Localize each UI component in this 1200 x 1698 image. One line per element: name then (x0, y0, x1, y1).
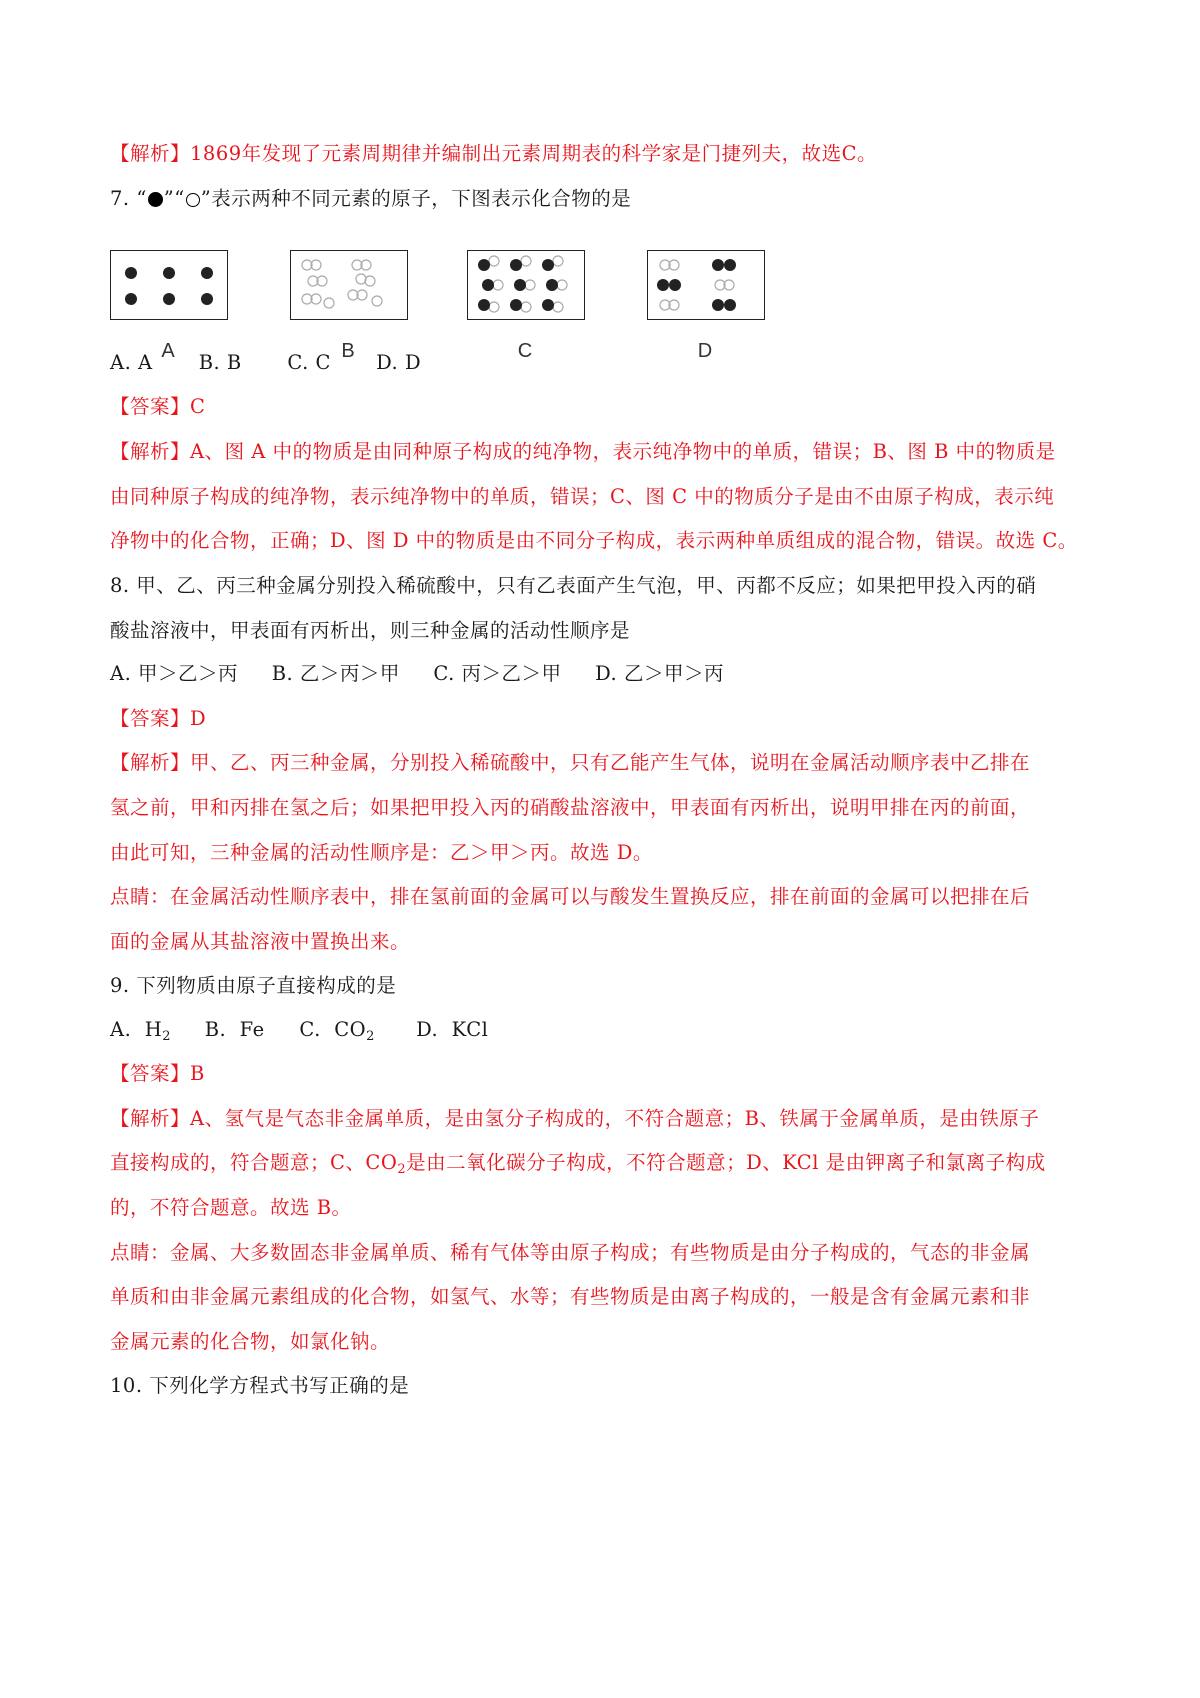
q9-tip-line-1: 点睛：金属、大多数固态非金属单质、稀有气体等由原子构成；有些物质是由分子构成的，气态的非金属 (110, 1241, 1031, 1264)
q9-tip-line-3: 金属元素的化合物，如氯化钠。 (110, 1330, 391, 1353)
q6-analysis: 【解析】1869年发现了元素周期律并编制出元素周期表的科学家是门捷列夫，故选C。 (110, 142, 878, 165)
figure-c-diagram (467, 250, 585, 320)
figure-b-label: B (341, 340, 355, 362)
q9-analysis-line-1: 【解析】A、氢气是气态非金属单质，是由氢分子构成的，不符合题意；B、铁属于金属单质，是由铁原子 (110, 1107, 1040, 1130)
figure-d-label: D (697, 340, 713, 362)
q8-stem-line-2: 酸盐溶液中，甲表面有丙析出，则三种金属的活动性顺序是 (110, 619, 631, 642)
q7-analysis-line-2: 由同种原子构成的纯净物，表示纯净物中的单质，错误；C、图 C 中的物质分子是由不由原子构成，表示纯 (110, 485, 1055, 508)
q8-analysis-line-3: 由此可知，三种金属的活动性顺序是：乙＞甲＞丙。故选 D。 (110, 841, 653, 864)
q8-option-d[interactable]: D. 乙＞甲＞丙 (595, 662, 724, 685)
q8-answer: 【答案】D (110, 707, 207, 730)
figure-a-label: A (161, 340, 175, 362)
q10-stem: 10. 下列化学方程式书写正确的是 (110, 1374, 410, 1397)
figure-c-label: C (517, 340, 533, 362)
q8-option-a[interactable]: A. 甲＞乙＞丙 (110, 662, 238, 685)
q9-option-d[interactable]: D. KCl (416, 1018, 489, 1041)
q7-analysis-line-1: 【解析】A、图 A 中的物质是由同种原子构成的纯净物，表示纯净物中的单质，错误；B、图 B 中的物质是 (110, 440, 1056, 463)
q9-option-b[interactable]: B. Fe (204, 1018, 265, 1041)
q8-analysis-line-2: 氢之前，甲和丙排在氢之后；如果把甲投入丙的硝酸盐溶液中，甲表面有丙析出，说明甲排在丙的前面， (110, 796, 1031, 819)
q9-tip-line-2: 单质和由非金属元素组成的化合物，如氢气、水等；有些物质是由离子构成的，一般是含有金属元素和非 (110, 1285, 1031, 1308)
q7-option-b[interactable]: B. B (198, 351, 242, 374)
q9-analysis-line-2: 直接构成的，符合题意；C、$CO_2$是由二氧化碳分子构成，不符合题意；D、KCl 是由钾离子和氯离子构成 (110, 1151, 1046, 1177)
figure-a-diagram (110, 250, 228, 320)
q7-option-a[interactable]: A. A (110, 351, 153, 374)
q8-option-b[interactable]: B. 乙＞丙＞甲 (271, 662, 400, 685)
q7-stem: 7. “ ”“ ”表示两种不同元素的原子，下图表示化合物的是 (110, 187, 632, 210)
figure-d-diagram (647, 250, 765, 320)
q8-tip-line-2: 面的金属从其盐溶液中置换出来。 (110, 930, 411, 953)
q8-stem-line-1: 8. 甲、乙、丙三种金属分别投入稀硫酸中，只有乙表面产生气泡，甲、丙都不反应；如果把甲投入丙的硝 (110, 574, 1037, 597)
q8-options (110, 661, 1110, 687)
q9-option-c[interactable]: C. CO2 (299, 1018, 375, 1044)
q9-option-a[interactable]: A. H2 (110, 1018, 171, 1044)
q7-answer: 【答案】C (110, 395, 206, 418)
q8-tip-line-1: 点睛：在金属活动性顺序表中，排在氢前面的金属可以与酸发生置换反应，排在前面的金属可以把排在后 (110, 885, 1031, 908)
white-atom-icon (186, 193, 200, 207)
black-atom-icon (148, 192, 163, 207)
figure-b-diagram (290, 250, 408, 320)
q7-options (110, 350, 1110, 376)
q9-answer: 【答案】B (110, 1062, 205, 1085)
q8-option-c[interactable]: C. 丙＞乙＞甲 (433, 662, 562, 685)
q8-analysis-line-1: 【解析】甲、乙、丙三种金属，分别投入稀硫酸中，只有乙能产生气体，说明在金属活动顺序表中乙排在 (110, 751, 1031, 774)
q9-options (110, 1017, 1110, 1050)
q9-analysis-line-3: 的，不符合题意。故选 B。 (110, 1196, 352, 1219)
q7-option-c[interactable]: C. C (287, 351, 331, 374)
q7-analysis-line-3: 净物中的化合物，正确；D、图 D 中的物质是由不同分子构成，表示两种单质组成的混合物，错误。故选 C。 (110, 529, 1078, 552)
q7-option-d[interactable]: D. D (376, 351, 422, 374)
q9-stem: 9. 下列物质由原子直接构成的是 (110, 974, 397, 997)
